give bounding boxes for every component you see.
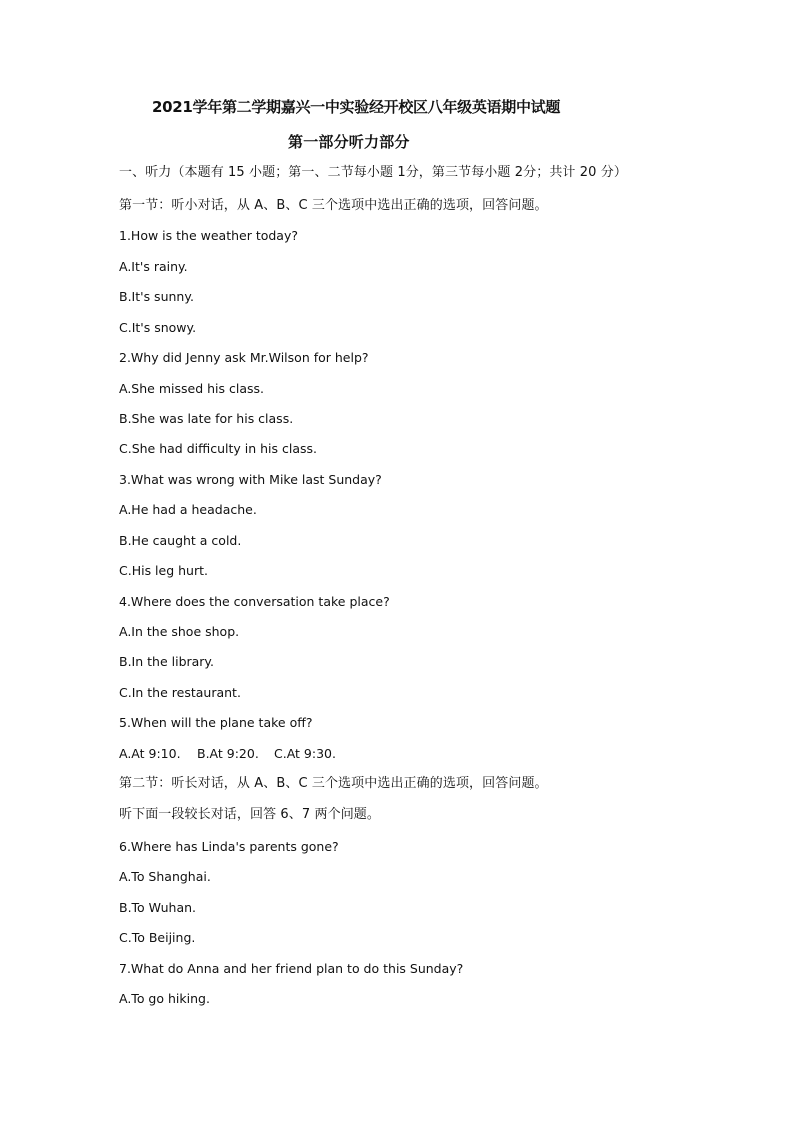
page-title: 2021学年第二学期嘉兴一中实验经开校区八年级英语期中试题	[152, 98, 561, 116]
page-subtitle: 第一部分听力部分	[288, 133, 410, 151]
part2-instruction: 第二节：听长对话，从 A、B、C 三个选项中选出正确的选项，回答问题。	[119, 776, 548, 791]
question-4-option-c: C.In the restaurant.	[119, 685, 241, 700]
part1-instruction: 第一节：听小对话，从 A、B、C 三个选项中选出正确的选项，回答问题。	[119, 198, 548, 213]
question-1-option-c: C.It's snowy.	[119, 320, 197, 335]
question-2: 2.Why did Jenny ask Mr.Wilson for help?	[119, 350, 369, 365]
question-3-option-b: B.He caught a cold.	[119, 533, 242, 548]
question-5-options	[119, 746, 336, 762]
question-5: 5.When will the plane take off?	[119, 715, 313, 730]
question-4-option-a: A.In the shoe shop.	[119, 624, 240, 639]
question-6-option-b: B.To Wuhan.	[119, 900, 196, 915]
question-5-option-c: C.At 9:30.	[274, 746, 336, 761]
question-7: 7.What do Anna and her friend plan to do this Sunday?	[119, 961, 464, 976]
question-2-option-b: B.She was late for his class.	[119, 411, 294, 426]
question-4-option-b: B.In the library.	[119, 654, 215, 669]
question-4: 4.Where does the conversation take place?	[119, 594, 390, 609]
question-6-option-a: A.To Shanghai.	[119, 869, 211, 884]
part2-sub-instruction: 听下面一段较长对话，回答 6、7 两个问题。	[119, 807, 381, 822]
question-2-option-a: A.She missed his class.	[119, 381, 264, 396]
question-5-option-a: A.At 9:10.	[119, 746, 181, 761]
question-2-option-c: C.She had difficulty in his class.	[119, 441, 317, 456]
question-1-option-b: B.It's sunny.	[119, 289, 194, 304]
question-1-option-a: A.It's rainy.	[119, 259, 188, 274]
question-3-option-c: C.His leg hurt.	[119, 563, 208, 578]
section-heading: 一、听力（本题有 15 小题；第一、二节每小题 1分，第三节每小题 2分；共计 20 分）	[119, 165, 627, 180]
question-7-option-a: A.To go hiking.	[119, 991, 210, 1006]
question-3: 3.What was wrong with Mike last Sunday?	[119, 472, 382, 487]
question-1: 1.How is the weather today?	[119, 228, 298, 243]
question-6: 6.Where has Linda's parents gone?	[119, 839, 339, 854]
question-3-option-a: A.He had a headache.	[119, 502, 257, 517]
question-6-option-c: C.To Beijing.	[119, 930, 196, 945]
question-5-option-b: B.At 9:20.	[197, 746, 259, 761]
